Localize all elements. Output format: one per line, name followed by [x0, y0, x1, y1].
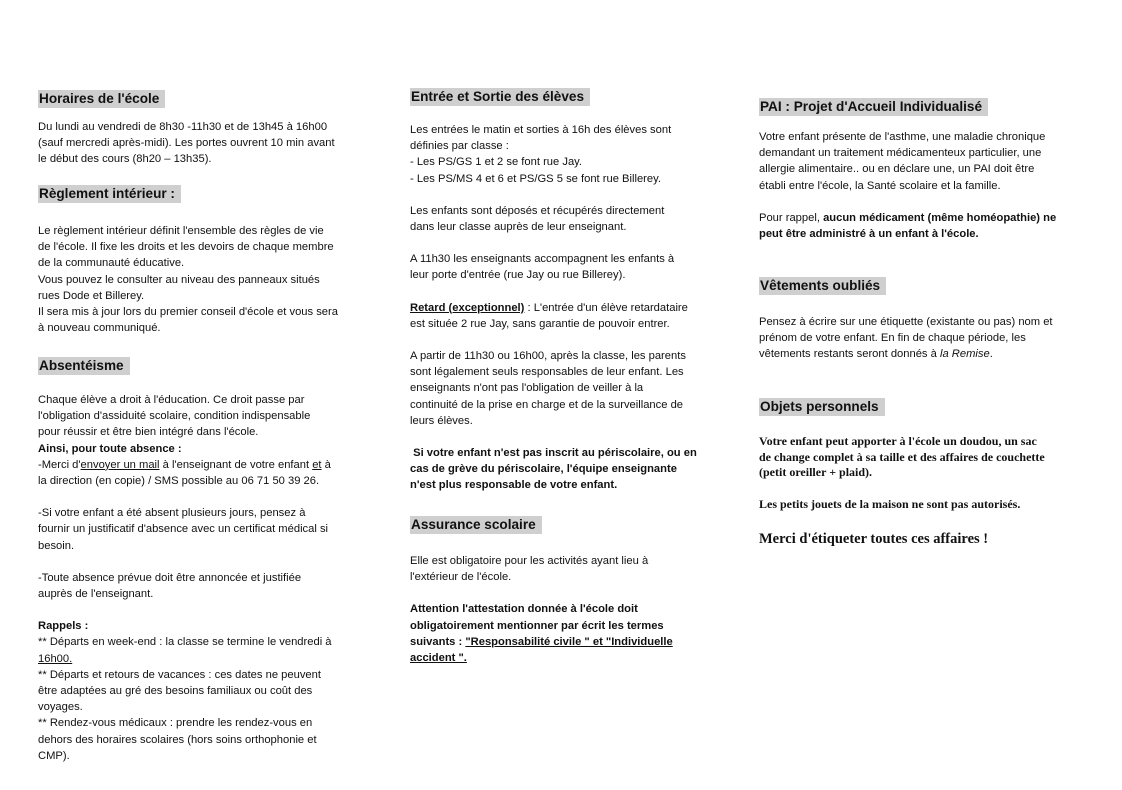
text-span: la Remise	[939, 348, 990, 361]
text-line: fournir un justificatif d'absence avec un certificat médical si	[38, 523, 329, 536]
heading-absenteisme: Absentéisme	[38, 357, 130, 375]
text-line: être adaptées au gré des besoins familiaux ou coût des	[38, 685, 313, 698]
text-line: Votre enfant peut apporter à l'école un doudou, un sac	[759, 434, 1037, 448]
text-span: : L'entrée d'un élève retardataire	[524, 301, 688, 314]
text-span: à l'enseignant de votre enfant	[159, 458, 313, 471]
text-line: obligatoirement mentionner par écrit les termes	[410, 619, 664, 632]
text-line	[759, 210, 1089, 226]
text-span: "Responsabilité civile " et "Individuelle	[465, 635, 673, 648]
text-line: - Les PS/MS 4 et 6 et PS/GS 5 se font rue Billerey.	[410, 172, 662, 185]
text-line: rues Dode et Billerey.	[38, 289, 145, 302]
text-line: Vous pouvez le consulter au niveau des panneaux situés	[38, 273, 320, 286]
text-line	[410, 634, 720, 650]
text-line: peut être administré à un enfant à l'école.	[759, 228, 979, 241]
text-line: ** Rendez-vous médicaux : prendre les rendez-vous en	[38, 717, 313, 730]
text-line: l'extérieur de l'école.	[410, 571, 512, 584]
text-line: dehors des horaires scolaires (hors soins orthophonie et	[38, 733, 317, 746]
text-line: besoin.	[38, 539, 75, 552]
text-line: auprès de l'enseignant.	[38, 588, 154, 601]
ainsi-label: Ainsi, pour toute absence :	[38, 442, 182, 455]
text-span: et	[312, 458, 322, 471]
text-line: A 11h30 les enseignants accompagnent les enfants à	[410, 253, 675, 266]
assurance-text	[410, 553, 720, 666]
text-line: Elle est obligatoire pour les activités ayant lieu à	[410, 555, 649, 567]
entree-text	[410, 122, 720, 494]
text-line: à nouveau communiqué.	[38, 322, 161, 335]
text-line: de l'école. Il fixe les droits et les devoirs de chaque membre	[38, 241, 334, 254]
text-line: ** Départs et retours de vacances : ces dates ne peuvent	[38, 668, 321, 681]
text-line: Les petits jouets de la maison ne sont pas autorisés.	[759, 496, 1021, 511]
text-line: leur porte d'entrée (rue Jay ou rue Billerey).	[410, 269, 626, 282]
text-line: de la communauté éducative.	[38, 257, 185, 270]
text-line: Le règlement intérieur définit l'ensemble des règles de vie	[38, 225, 324, 237]
text-span: suivants :	[410, 635, 466, 648]
text-span: -Merci d'	[38, 458, 81, 471]
retard-label: Retard (exceptionnel)	[410, 301, 525, 314]
text-line: établi entre l'école, la Santé scolaire et la famille.	[759, 179, 1001, 192]
text-span: .	[989, 348, 993, 361]
merci-etiqueter: Merci d'étiqueter toutes ces affaires !	[759, 531, 989, 547]
text-line: de change complet à sa taille et des affaires de couchette	[759, 449, 1045, 464]
text-line: -Toute absence prévue doit être annoncée et justifiée	[38, 571, 302, 584]
text-line: enseignants n'ont pas l'obligation de veiller à la	[410, 382, 644, 395]
merci-line	[38, 457, 373, 473]
text-line: prénom de votre enfant. En fin de chaque période, les	[759, 332, 1026, 345]
text-line: pour réussir et être bien intégré dans l'école.	[38, 426, 259, 439]
heading-vetements: Vêtements oubliés	[759, 277, 886, 295]
text-line: Les entrées le matin et sorties à 16h des élèves sont	[410, 124, 672, 136]
text-line: Du lundi au vendredi de 8h30 -11h30 et de 13h45 à 16h00	[38, 121, 328, 133]
text-line: Chaque élève a droit à l'éducation. Ce droit passe par	[38, 394, 305, 406]
text-line: Votre enfant présente de l'asthme, une maladie chronique	[759, 131, 1046, 143]
text-line: Si votre enfant n'est pas inscrit au périscolaire, ou en	[410, 447, 697, 460]
heading-pai: PAI : Projet d'Accueil Individualisé	[759, 98, 988, 116]
rappels-label: Rappels :	[38, 620, 89, 633]
text-line: dans leur classe auprès de leur enseignant.	[410, 221, 627, 234]
text-line: -Si votre enfant a été absent plusieurs jours, pensez à	[38, 507, 306, 520]
text-line: sont légalement seuls responsables de leur enfant. Les	[410, 366, 684, 379]
heading-reglement: Règlement intérieur :	[38, 185, 181, 203]
text-line: - Les PS/GS 1 et 2 se font rue Jay.	[410, 156, 583, 169]
text-line: la direction (en copie) / SMS possible au 06 71 50 39 26.	[38, 475, 320, 488]
text-span: Pour rappel,	[759, 211, 824, 224]
text-line: voyages.	[38, 701, 83, 714]
text-line: Les enfants sont déposés et récupérés directement	[410, 204, 665, 217]
text-span: à	[321, 458, 331, 471]
text-line: le début des cours (8h20 – 13h35).	[38, 153, 212, 166]
text-line: (petit oreiller + plaid).	[759, 465, 873, 479]
retard-line	[410, 300, 720, 316]
text-line: définies par classe :	[410, 140, 509, 153]
absenteisme-text	[38, 392, 373, 764]
heading-entree-sortie: Entrée et Sortie des élèves	[410, 88, 590, 106]
text-line: l'obligation d'assiduité scolaire, condition indispensable	[38, 410, 311, 423]
vetements-text	[759, 314, 1089, 363]
heading-horaires: Horaires de l'école	[38, 90, 165, 108]
text-line: continuité de la prise en charge et de la surveillance de	[410, 398, 684, 411]
text-line: n'est plus responsable de votre enfant.	[410, 479, 618, 492]
text-line: (sauf mercredi après-midi). Les portes ouvrent 10 min avant	[38, 137, 335, 150]
text-line: Il sera mis à jour lors du premier conseil d'école et vous sera	[38, 306, 338, 319]
pai-text	[759, 129, 1089, 242]
text-line: leurs élèves.	[410, 414, 473, 427]
text-line: Pensez à écrire sur une étiquette (existante ou pas) nom et	[759, 316, 1053, 328]
objets-text	[759, 434, 1089, 548]
text-line: accident ".	[410, 652, 467, 665]
text-line: ** Départs en week-end : la classe se termine le vendredi à	[38, 636, 332, 649]
text-line: Attention l'attestation donnée à l'école doit	[410, 603, 638, 616]
reglement-text	[38, 223, 373, 336]
mail-link[interactable]: envoyer un mail	[80, 458, 160, 471]
heading-assurance: Assurance scolaire	[410, 516, 542, 534]
text-line: demandant un traitement médicamenteux particulier, une	[759, 147, 1042, 160]
horaires-text	[38, 119, 373, 168]
text-line: CMP).	[38, 749, 70, 762]
text-line: allergie alimentaire.. ou en déclare une, un PAI doit être	[759, 163, 1035, 176]
heading-objets: Objets personnels	[759, 398, 885, 416]
text-line: 16h00.	[38, 652, 73, 665]
text-line: A partir de 11h30 ou 16h00, après la classe, les parents	[410, 350, 686, 363]
text-line: cas de grève du périscolaire, l'équipe enseignante	[410, 463, 677, 476]
text-line	[759, 346, 1089, 362]
text-span: aucun médicament (même homéopathie) ne	[823, 211, 1057, 224]
text-line: est située 2 rue Jay, sans garantie de pouvoir entrer.	[410, 317, 670, 330]
text-span: vêtements restants seront donnés à	[759, 348, 940, 361]
